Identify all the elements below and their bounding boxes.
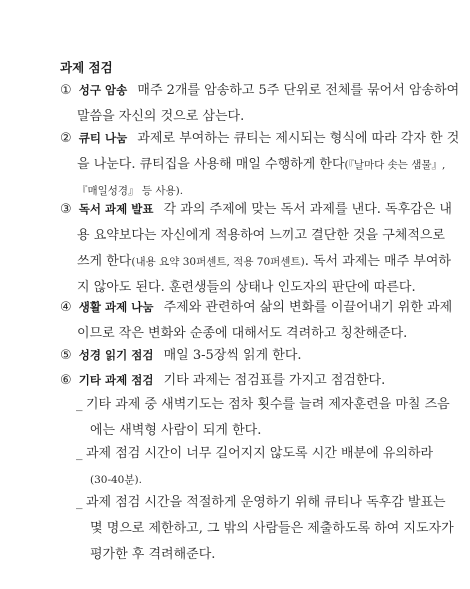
list-item-bible-reading <box>60 342 412 369</box>
section-title: 과제 점검 <box>60 60 113 75</box>
dash-marker: _ <box>76 446 83 461</box>
list-item-qt-sharing <box>60 125 460 204</box>
item-tag: 독서 과제 발표 <box>78 202 154 216</box>
list-item-other-assignments <box>60 367 412 394</box>
item-number: ④ <box>60 300 72 315</box>
list-item-reading-report <box>60 196 452 301</box>
item-text: 쓰게 한다 <box>77 254 132 269</box>
item-tag: 성구 암송 <box>78 83 128 97</box>
sub-item-text: 몇 명으로 제한하고, 그 밖의 사람들은 제출하도록 하여 지도자가 <box>90 521 454 536</box>
item-text: 주제와 관련하여 삶의 변화를 이끌어내기 위한 과제 <box>163 300 453 315</box>
list-item-memorization <box>60 77 460 130</box>
sub-item-time-management <box>76 441 434 493</box>
item-text: 각 과의 주제에 맞는 독서 과제를 낸다. 독후감은 내 <box>163 202 452 217</box>
item-number: ① <box>60 83 72 98</box>
dash-marker: _ <box>76 495 83 510</box>
item-text: 기타 과제는 점검표를 가지고 점검한다. <box>163 373 386 388</box>
item-text: . 독서 과제는 매주 부여하 <box>304 254 451 269</box>
sub-item-text: 에는 새벽형 사람이 되게 한다. <box>90 423 262 438</box>
sub-item-text: 과제 점검 시간을 적절하게 운영하기 위해 큐티나 독후감 발표는 <box>86 495 446 510</box>
item-text: 용 요약보다는 자신에게 적용하여 느끼고 결단한 것을 구체적으로 <box>77 228 445 243</box>
sub-item-dawn-prayer <box>76 392 450 444</box>
item-note: (내용 요약 30퍼센트, 적용 70퍼센트) <box>131 256 305 268</box>
item-text: 매주 2개를 암송하고 5주 단위로 전체를 묶어서 암송하여 <box>137 83 460 98</box>
item-tag: 기타 과제 점검 <box>78 373 154 387</box>
sub-item-note: (30-40분). <box>90 474 142 486</box>
item-note: (『날마다 솟는 샘물』, <box>344 159 446 171</box>
item-number: ② <box>60 131 72 146</box>
item-tag: 생활 과제 나눔 <box>78 300 154 314</box>
item-text: 말씀을 자신의 것으로 삼는다. <box>77 109 245 124</box>
item-number: ⑥ <box>60 373 72 388</box>
item-text: 과제로 부여하는 큐티는 제시되는 형식에 따라 각자 한 것 <box>137 131 460 146</box>
item-tag: 큐티 나눔 <box>78 131 128 145</box>
sub-item-text: 과제 점검 시간이 너무 길어지지 않도록 시간 배분에 유의하라 <box>86 446 434 461</box>
item-tag: 성경 읽기 점검 <box>78 348 154 362</box>
item-number: ⑤ <box>60 348 72 363</box>
list-item-life-assignment <box>60 294 453 347</box>
sub-item-text: 기타 과제 중 새벽기도는 점차 횟수를 늘려 제자훈련을 마칠 즈음 <box>86 397 450 412</box>
item-text: 이므로 작은 변화와 순종에 대해서도 격려하고 칭찬해준다. <box>77 326 408 341</box>
item-number: ③ <box>60 202 72 217</box>
item-text: 매일 3-5장씩 읽게 한다. <box>163 348 302 363</box>
item-text: 을 나눈다. 큐티집을 사용해 매일 수행하게 한다 <box>77 157 345 172</box>
item-note: 『매일성경』 등 사용). <box>77 185 184 197</box>
item-text: 지 않아도 된다. 훈련생들의 상태나 인도자의 판단에 따른다. <box>77 280 416 295</box>
dash-marker: _ <box>76 397 83 412</box>
sub-item-text: 평가한 후 격려해준다. <box>90 547 216 562</box>
sub-item-session-limit <box>76 490 454 568</box>
